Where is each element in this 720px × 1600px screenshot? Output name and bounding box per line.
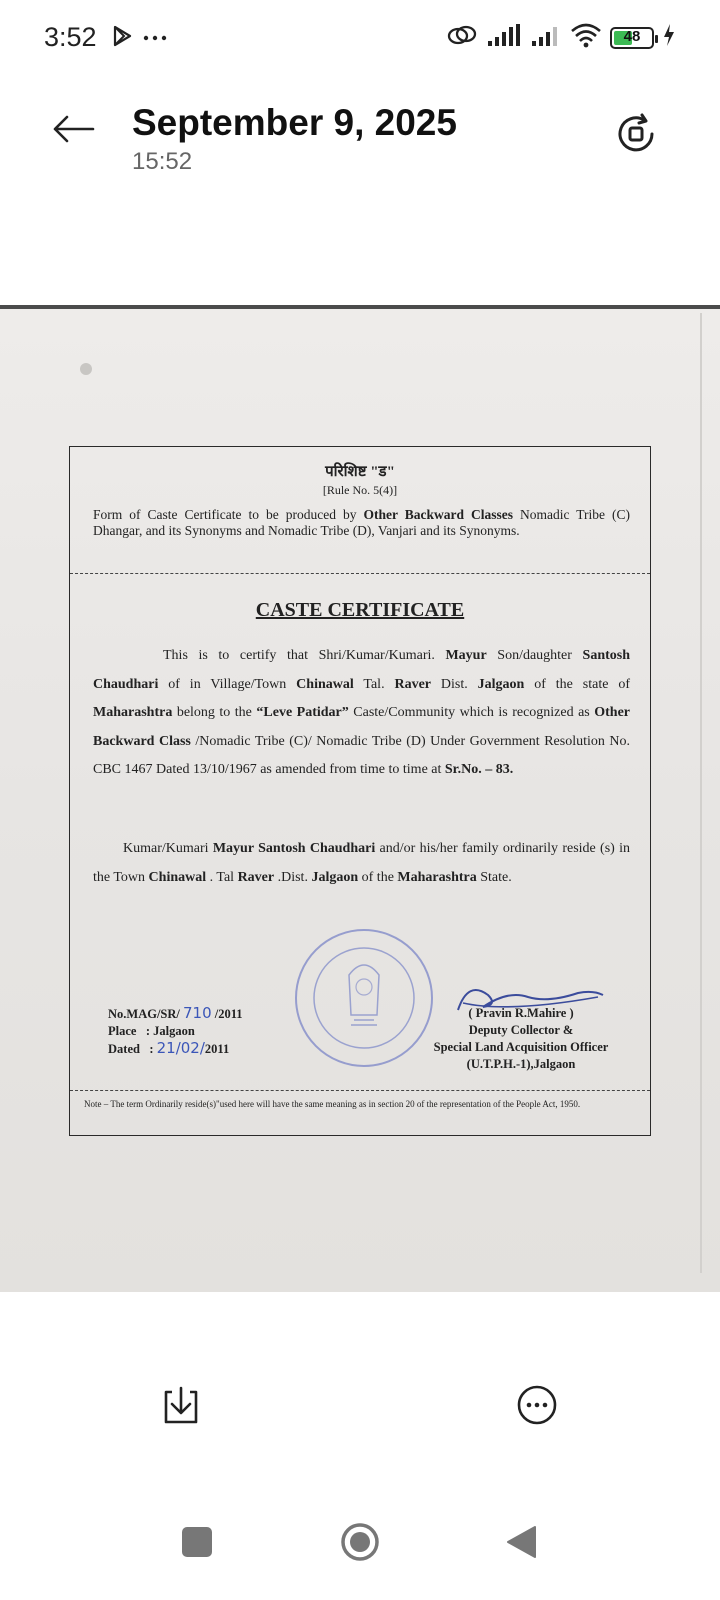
link-icon bbox=[446, 22, 478, 53]
charging-icon bbox=[662, 23, 676, 52]
recent-apps-icon[interactable] bbox=[182, 1527, 212, 1557]
back-button[interactable] bbox=[48, 104, 98, 154]
signal-icon-2 bbox=[530, 23, 562, 52]
battery-label: 48 bbox=[623, 27, 641, 45]
status-time: 3:52 bbox=[44, 22, 97, 52]
status-system-icons bbox=[446, 22, 676, 53]
official-seal bbox=[291, 925, 437, 1071]
document-photo bbox=[0, 305, 720, 1292]
battery-icon bbox=[610, 27, 654, 49]
divider bbox=[70, 573, 650, 574]
divider bbox=[70, 1090, 650, 1091]
punch-hole bbox=[80, 363, 92, 375]
system-nav-bar bbox=[0, 1510, 720, 1600]
officer-block: ( Pravin R.Mahire ) Deputy Collector & Special Land Acquisition Officer (U.T.P.H.-1),Jalgaon bbox=[433, 1006, 609, 1071]
photo-viewer[interactable] bbox=[0, 305, 720, 1292]
certificate-rule: [Rule No. 5(4)] bbox=[322, 483, 398, 497]
download-icon bbox=[158, 1382, 204, 1428]
photo-actions-bar bbox=[0, 1380, 720, 1450]
photo-date-title: September 9, 2025 bbox=[132, 102, 457, 143]
more-options-button[interactable] bbox=[514, 1382, 560, 1428]
status-notification-icons bbox=[110, 24, 168, 53]
nav-back-button[interactable] bbox=[505, 1524, 537, 1560]
certificate-note: Note – The term Ordinarily reside(s)"used here will have the same meaning as in section 20 of the representation of the People Act, 1950. bbox=[84, 1099, 581, 1109]
certificate-reference: No.MAG/SR/ 710 /2011 Place : Jalgaon Dated : 21/02/2011 bbox=[108, 1004, 243, 1057]
home-icon bbox=[340, 1522, 380, 1562]
certificate-paragraph-2: Kumar/Kumari Mayur Santosh Chaudhari and/or his/her family ordinarily reside (s) in the Town Chinawal . Tal Raver .Dist. Jalgaon of the Maharashtra State. bbox=[93, 841, 630, 885]
certificate-form-text: Form of Caste Certificate to be produced by Other Backward Classes Nomadic Tribe (C) Dhangar, and its Synonyms and Nomadic Tribe (D), Vanjari and its Synonyms. bbox=[93, 507, 630, 538]
photo-time-subtitle: 15:52 bbox=[132, 148, 193, 175]
more-options-icon bbox=[514, 1382, 560, 1428]
certificate-appendix: परिशिष्ट "ड" bbox=[325, 464, 395, 480]
rotate-icon bbox=[612, 110, 660, 158]
download-button[interactable] bbox=[158, 1382, 204, 1428]
more-dots-icon bbox=[142, 24, 168, 53]
certificate-paragraph-1: This is to certify that Shri/Kumar/Kumari. Mayur Son/daughter Santosh Chaudhari of in Village/Town Chinawal Tal. Raver Dist. Jalgaon of the state of Maharashtra belong to the “Leve Patidar” Caste/Community which is recognized as Other Backward Class /Nomadic Tribe (C)/ Nomadic Tribe (D) Under Government Resolution No. CBC 1467 Dated 13/10/1967 as amended from time to time at Sr.No. – 83. bbox=[93, 648, 631, 777]
rotate-button[interactable] bbox=[612, 110, 660, 158]
certificate-heading: CASTE CERTIFICATE bbox=[255, 599, 465, 621]
status-bar bbox=[0, 0, 720, 80]
signal-icon bbox=[486, 23, 522, 52]
arrow-left-icon bbox=[51, 114, 95, 144]
wifi-icon bbox=[570, 22, 602, 53]
viewer-header bbox=[0, 90, 720, 200]
play-store-icon bbox=[110, 24, 134, 53]
home-button[interactable] bbox=[340, 1522, 380, 1562]
back-triangle-icon bbox=[505, 1524, 537, 1560]
caste-certificate bbox=[69, 446, 651, 1136]
